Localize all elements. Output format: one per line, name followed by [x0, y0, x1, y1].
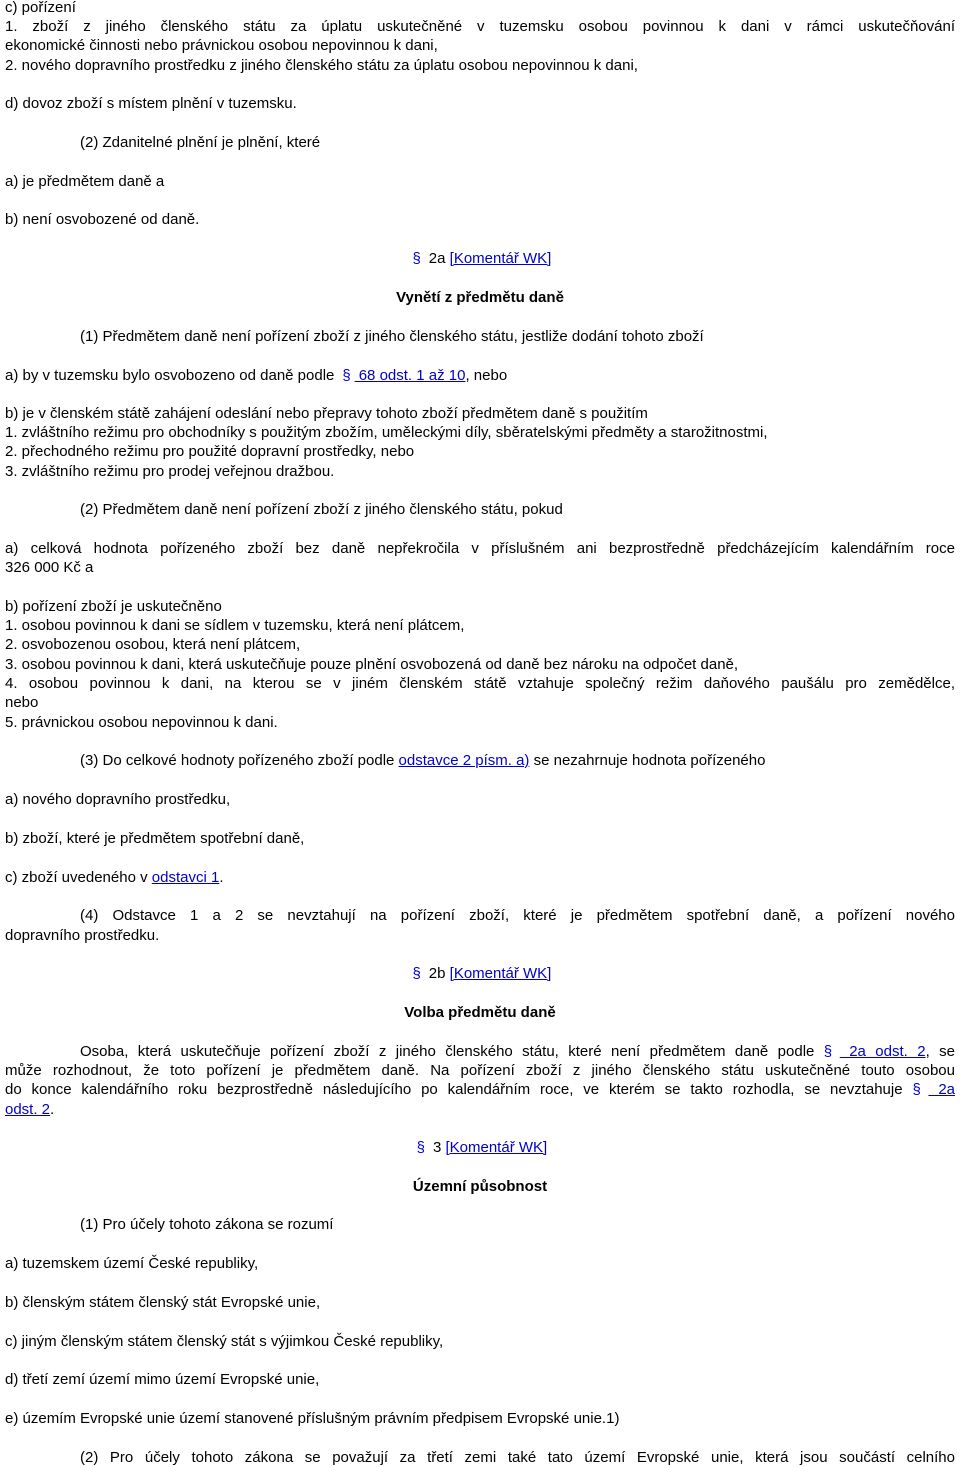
text-line: 3. osobou povinnou k dani, která uskutečňuje pouze plnění osvobozená od daně bez nároku na odpočet daně,: [5, 656, 739, 673]
text-line: [80, 751, 955, 770]
commentary-link[interactable]: [Komentář WK]: [445, 1139, 548, 1156]
text-line: dopravního prostředku.: [5, 927, 160, 944]
text-line: [0, 1138, 960, 1157]
text-segment: , nebo: [465, 367, 508, 384]
text-line: a) je předmětem daně a: [5, 173, 165, 190]
text-line: [0, 964, 960, 983]
text-line: b) není osvobozené od daně.: [5, 211, 200, 228]
text-line: [0, 249, 960, 268]
reference-link[interactable]: 68 odst. 1 až 10: [354, 367, 466, 384]
text-line: (4) Odstavce 1 a 2 se nevztahují na pořízení zboží, které je předmětem spotřební daně, a pořízení nového: [80, 907, 955, 924]
text-line: [5, 868, 955, 887]
text-line: může rozhodnout, že toto pořízení je předmětem daně. Na pořízení zboží z jiného členského státu uskutečněné touto osobou: [5, 1062, 955, 1079]
text-line: 3. zvláštního režimu pro prodej veřejnou dražbou.: [5, 463, 335, 480]
text-line: c) jiným členským státem členský stát s výjimkou České republiky,: [5, 1333, 444, 1350]
text-line: d) třetí zemí území mimo území Evropské unie,: [5, 1371, 320, 1388]
text-segment: 2a: [424, 250, 450, 267]
section-link[interactable]: §: [342, 367, 351, 384]
commentary-link[interactable]: [Komentář WK]: [449, 250, 552, 267]
text-line: ekonomické činnosti nebo právnickou osobou nepovinnou k dani,: [5, 37, 438, 54]
text-segment: , se: [925, 1043, 955, 1060]
reference-link[interactable]: odst. 2: [5, 1101, 51, 1118]
text-line: c) pořízení: [5, 0, 76, 16]
reference-link[interactable]: 2a: [928, 1081, 956, 1098]
text-line: b) je v členském státě zahájení odeslání nebo přepravy tohoto zboží předmětem daně s použitím: [5, 405, 648, 422]
reference-link[interactable]: odstavce 2 písm. a): [398, 752, 530, 769]
text-segment: 3: [428, 1139, 446, 1156]
text-line: 1. osobou povinnou k dani se sídlem v tuzemsku, která není plátcem,: [5, 617, 465, 634]
text-line: b) členským státem členský stát Evropské unie,: [5, 1294, 321, 1311]
text-line: 2. osvobozenou osobou, která není plátcem,: [5, 636, 301, 653]
text-segment: do konce kalendářního roku bezprostředně následujícího po kalendářním roce, ve kterém se takto rozhodla, se nevztahuje: [5, 1081, 913, 1098]
text-line: 1. zvláštního režimu pro obchodníky s použitým zbožím, uměleckými díly, sběratelskými předměty a starožitnostmi,: [5, 424, 768, 441]
text-line: b) pořízení zboží je uskutečněno: [5, 598, 222, 615]
text-line: [5, 1080, 955, 1099]
text-line: a) nového dopravního prostředku,: [5, 791, 231, 808]
text-line: 2. přechodného režimu pro použité dopravní prostředky, nebo: [5, 443, 415, 460]
text-segment: c) zboží uvedeného v: [5, 869, 152, 886]
text-line: [5, 366, 955, 385]
reference-link[interactable]: odstavci 1: [151, 869, 220, 886]
text-line: b) zboží, které je předmětem spotřební daně,: [5, 830, 305, 847]
text-line: 5. právnickou osobou nepovinnou k dani.: [5, 714, 278, 731]
text-line: nebo: [5, 694, 39, 711]
text-line: 4. osobou povinnou k dani, na kterou se v jiném členském státě vztahuje společný režim daňového paušálu pro zemědělce,: [5, 675, 955, 692]
text-line: d) dovoz zboží s místem plnění v tuzemsku.: [5, 95, 297, 112]
text-line: (2) Předmětem daně není pořízení zboží z jiného členského státu, pokud: [80, 501, 563, 518]
section-link[interactable]: §: [412, 965, 421, 982]
commentary-link[interactable]: [Komentář WK]: [449, 965, 552, 982]
text-segment: .: [50, 1101, 55, 1118]
section-link[interactable]: §: [416, 1139, 425, 1156]
text-line: (2) Zdanitelné plnění je plnění, které: [80, 134, 321, 151]
text-line: 2. nového dopravního prostředku z jiného členského státu za úplatu osobou nepovinnou k dani,: [5, 57, 638, 74]
text-segment: Osoba, která uskutečňuje pořízení zboží z jiného členského státu, které není předmětem daně podle: [80, 1043, 824, 1060]
text-line: (1) Pro účely tohoto zákona se rozumí: [80, 1216, 334, 1233]
text-line: a) tuzemskem území České republiky,: [5, 1255, 259, 1272]
text-line: Vynětí z předmětu daně: [396, 289, 564, 306]
text-line: (1) Předmětem daně není pořízení zboží z jiného členského státu, jestliže dodání tohoto zboží: [80, 328, 704, 345]
text-line: e) územím Evropské unie území stanovené příslušným právním předpisem Evropské unie.1): [5, 1410, 620, 1427]
text-line: 1. zboží z jiného členského státu za úplatu uskutečněné v tuzemsku osobou povinnou k dani v rámci uskutečňování: [5, 18, 955, 35]
text-line: Územní působnost: [412, 1178, 548, 1195]
text-line: (2) Pro účely tohoto zákona se považují za třetí zemi také tato území Evropské unie, která jsou součástí celního: [80, 1449, 955, 1466]
section-link[interactable]: §: [412, 250, 421, 267]
text-line: [80, 1042, 955, 1061]
text-segment: .: [219, 869, 224, 886]
section-link[interactable]: §: [912, 1081, 921, 1098]
reference-link[interactable]: 2a odst. 2: [839, 1043, 926, 1060]
text-segment: 2b: [424, 965, 450, 982]
text-segment: (3) Do celkové hodnoty pořízeného zboží podle: [80, 752, 399, 769]
text-line: [5, 1100, 955, 1119]
text-line: 326 000 Kč a: [5, 559, 94, 576]
section-link[interactable]: §: [823, 1043, 833, 1060]
text-line: a) celková hodnota pořízeného zboží bez daně nepřekročila v příslušném ani bezprostředně předcházejícím kalendářním roce: [5, 540, 955, 557]
text-segment: a) by v tuzemsku bylo osvobozeno od daně podle: [5, 367, 339, 384]
text-segment: se nezahrnuje hodnota pořízeného: [529, 752, 766, 769]
text-line: Volba předmětu daně: [404, 1004, 556, 1021]
